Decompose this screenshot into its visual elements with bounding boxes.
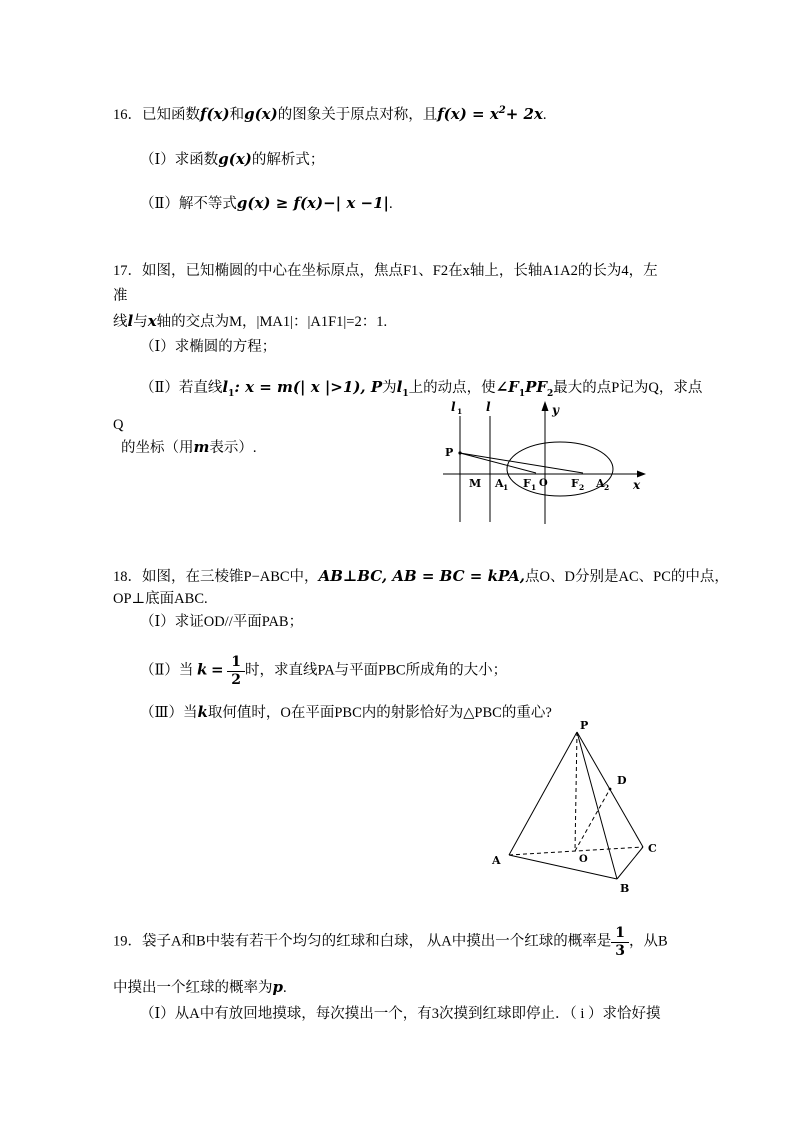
p17-q-text: Q — [113, 417, 124, 433]
point-D-dot — [609, 788, 612, 791]
p16-i-math-gx: g(x) — [218, 150, 252, 168]
label-F2: F — [571, 477, 579, 490]
label-l: l — [486, 400, 491, 414]
p17-line3-text-1: 线 — [113, 314, 128, 330]
p17-ii-math-line-l1 — [222, 378, 383, 399]
problem-18-statement-line-1 — [113, 566, 729, 588]
label-F1-sub: 1 — [531, 483, 537, 492]
p17-ii-l1-sub: 1 — [228, 389, 235, 399]
edge-A-B — [509, 855, 617, 879]
label-M: M — [469, 477, 482, 490]
p17-line3-text-2: 与 — [133, 314, 148, 330]
p17-ii-l1-eq: : x = m(| x |>1), P — [234, 378, 383, 396]
label-O: O — [579, 854, 588, 865]
edge-A-C-dashed — [509, 847, 643, 855]
p18-iii-math-k: k — [197, 703, 208, 721]
p19-line1-text-2: ，从B — [629, 933, 668, 950]
p17-coord-text-1: 的坐标（用 — [121, 440, 194, 456]
problem-17-statement-line-3 — [113, 311, 387, 333]
p16-text-3: 的图象关于原点对称，且 — [277, 107, 438, 123]
p16-math-fx: f(x) — [200, 105, 230, 123]
p17-coord-text-2: 表示）. — [209, 440, 257, 456]
edge-P-A — [509, 732, 577, 855]
p19-line2-text-2: . — [283, 980, 287, 996]
p18-ii-equals: = — [211, 660, 224, 679]
p17-ii-l1ref-sub: 1 — [402, 389, 409, 399]
label-x: x — [633, 478, 641, 492]
label-D: D — [617, 774, 627, 787]
p16-text-2: 和 — [229, 107, 245, 123]
problem-18-part-i — [140, 613, 303, 633]
p18-ii-text-2: 时，求直线PA与平面PBC所成角的大小； — [244, 662, 508, 679]
p16-ii-text-1: （Ⅱ）解不等式 — [140, 196, 237, 212]
p16-text-1: 16．已知函数 — [113, 107, 200, 123]
tetrahedron-figure — [478, 718, 683, 903]
problem-17-part-i — [140, 338, 276, 358]
problem-16-part-i — [140, 149, 324, 171]
problem-18-statement-line-2 — [113, 590, 208, 610]
p17-ii-l1ref-main: l — [396, 378, 403, 396]
label-P: P — [580, 719, 589, 732]
p17-line1-text: 17．如图，已知椭圆的中心在坐标原点，焦点F1、F2在x轴上，长轴A1A2的长为4，左 — [113, 263, 658, 279]
p17-ii-angle-f2-sub: 2 — [547, 389, 554, 399]
fraction-one-half-denominator: 2 — [231, 671, 241, 688]
p17-ii-text-2: 为 — [382, 380, 397, 396]
label-F2-sub: 2 — [579, 483, 585, 492]
p17-i-text: （Ⅰ）求椭圆的方程； — [140, 339, 277, 355]
p18-line1-text-2: 点O、D分别是AC、PC的中点， — [525, 569, 729, 585]
p19-i-text: （Ⅰ）从A中有放回地摸球，每次摸出一个，有3次摸到红球即停止．（ i ）求恰好摸 — [140, 1006, 661, 1022]
p19-line2-text-1: 中摸出一个红球的概率为 — [113, 980, 273, 996]
p17-ii-math-angle — [495, 378, 554, 399]
p17-ii-l1-main: l — [222, 378, 229, 396]
p16-eq-exponent: 2 — [498, 105, 506, 116]
problem-19-part-i — [140, 1005, 660, 1025]
problem-16-part-ii — [140, 193, 393, 215]
p16-eq-rest: + 2x — [505, 105, 543, 123]
p16-text-4: . — [542, 107, 547, 123]
p17-ii-angle-pf2: PF — [525, 378, 548, 396]
label-A1: A — [495, 477, 504, 490]
p18-iii-text-2: 取何值时，O在平面PBC内的射影恰好为△PBC的重心? — [207, 705, 552, 721]
p16-math-gx: g(x) — [244, 105, 278, 123]
p19-line2-math-p: p — [272, 978, 283, 996]
label-A: A — [492, 854, 501, 867]
fraction-one-third — [611, 926, 629, 958]
label-A2: A — [596, 477, 605, 490]
p18-line1-text-1: 18．如图，在三棱锥P−ABC中， — [113, 569, 319, 585]
label-P: P — [445, 446, 454, 459]
p16-ii-text-2: . — [388, 196, 393, 212]
p16-ii-inequality: g(x) ≥ f(x)−| x −1| — [236, 194, 389, 212]
p17-line3-math-x: x — [147, 312, 157, 330]
label-F1: F — [523, 477, 531, 490]
problem-18-part-ii — [140, 655, 507, 687]
p17-ii-text-3: 上的动点，使 — [408, 380, 496, 396]
y-axis-arrow-icon — [542, 401, 549, 411]
label-C: C — [648, 842, 657, 855]
p17-line3-text-3: 轴的交点为M，|MA1|：|A1F1|=2：1. — [156, 314, 388, 330]
p17-ii-text-1: （Ⅱ）若直线 — [140, 380, 223, 396]
problem-17-coord-line — [121, 437, 257, 459]
fraction-one-third-numerator: 1 — [611, 926, 629, 943]
p17-ii-text-4: 最大的点P记为Q，求点 — [553, 380, 703, 396]
label-l1-sub: 1 — [457, 407, 463, 416]
p17-coord-math-m: m — [193, 438, 210, 456]
problem-17-q-line — [113, 416, 123, 436]
label-l1: l — [451, 400, 456, 414]
label-B: B — [620, 882, 630, 895]
p18-line2-text: OP⊥底面ABC. — [113, 591, 208, 607]
problem-17-statement-line-2 — [113, 287, 128, 307]
p16-eq-base: f(x) = x — [437, 105, 499, 123]
p18-ii-math-k: k — [196, 660, 208, 679]
p18-iii-text-1: （Ⅲ）当 — [140, 705, 198, 721]
label-A1-sub: 1 — [503, 483, 509, 492]
x-axis-arrow-icon — [637, 471, 646, 478]
label-A2-sub: 2 — [604, 483, 610, 492]
ellipse-figure — [433, 396, 663, 528]
problem-16-statement — [113, 104, 547, 126]
segment-P-O-dashed — [575, 732, 577, 851]
fraction-one-third-denominator: 3 — [615, 942, 625, 959]
problem-17-statement-line-1 — [113, 262, 658, 282]
label-O: O — [539, 478, 548, 489]
p18-i-text: （Ⅰ）求证OD//平面PAB； — [140, 614, 304, 630]
fraction-one-half-numerator: 1 — [227, 655, 245, 672]
p16-i-text-1: （Ⅰ）求函数 — [140, 152, 219, 168]
p17-line3-math-l: l — [127, 312, 134, 330]
p16-i-text-2: 的解析式； — [251, 152, 325, 168]
edge-B-C — [617, 847, 643, 879]
problem-19-statement-line-2 — [113, 977, 287, 999]
p16-math-equation — [437, 105, 543, 123]
p18-line1-math: AB⊥BC, AB = BC = kPA, — [318, 567, 526, 585]
p17-ii-angle-f1-sub: 1 — [518, 389, 526, 399]
p17-line2-text: 准 — [113, 288, 128, 304]
p17-ii-math-l1-ref — [396, 378, 409, 399]
p18-ii-text-1: （Ⅱ）当 — [140, 662, 194, 679]
segment-O-D-dashed — [575, 789, 610, 851]
segment-P-F2 — [460, 453, 583, 473]
p17-ii-angle-f1: ∠F — [495, 378, 519, 396]
p19-line1-text-1: 19．袋子A和B中装有若干个均匀的红球和白球， 从A中摸出一个红球的概率是 — [113, 933, 612, 950]
label-y: y — [552, 403, 559, 417]
problem-19-statement-line-1 — [113, 926, 668, 958]
fraction-one-half — [227, 655, 245, 687]
